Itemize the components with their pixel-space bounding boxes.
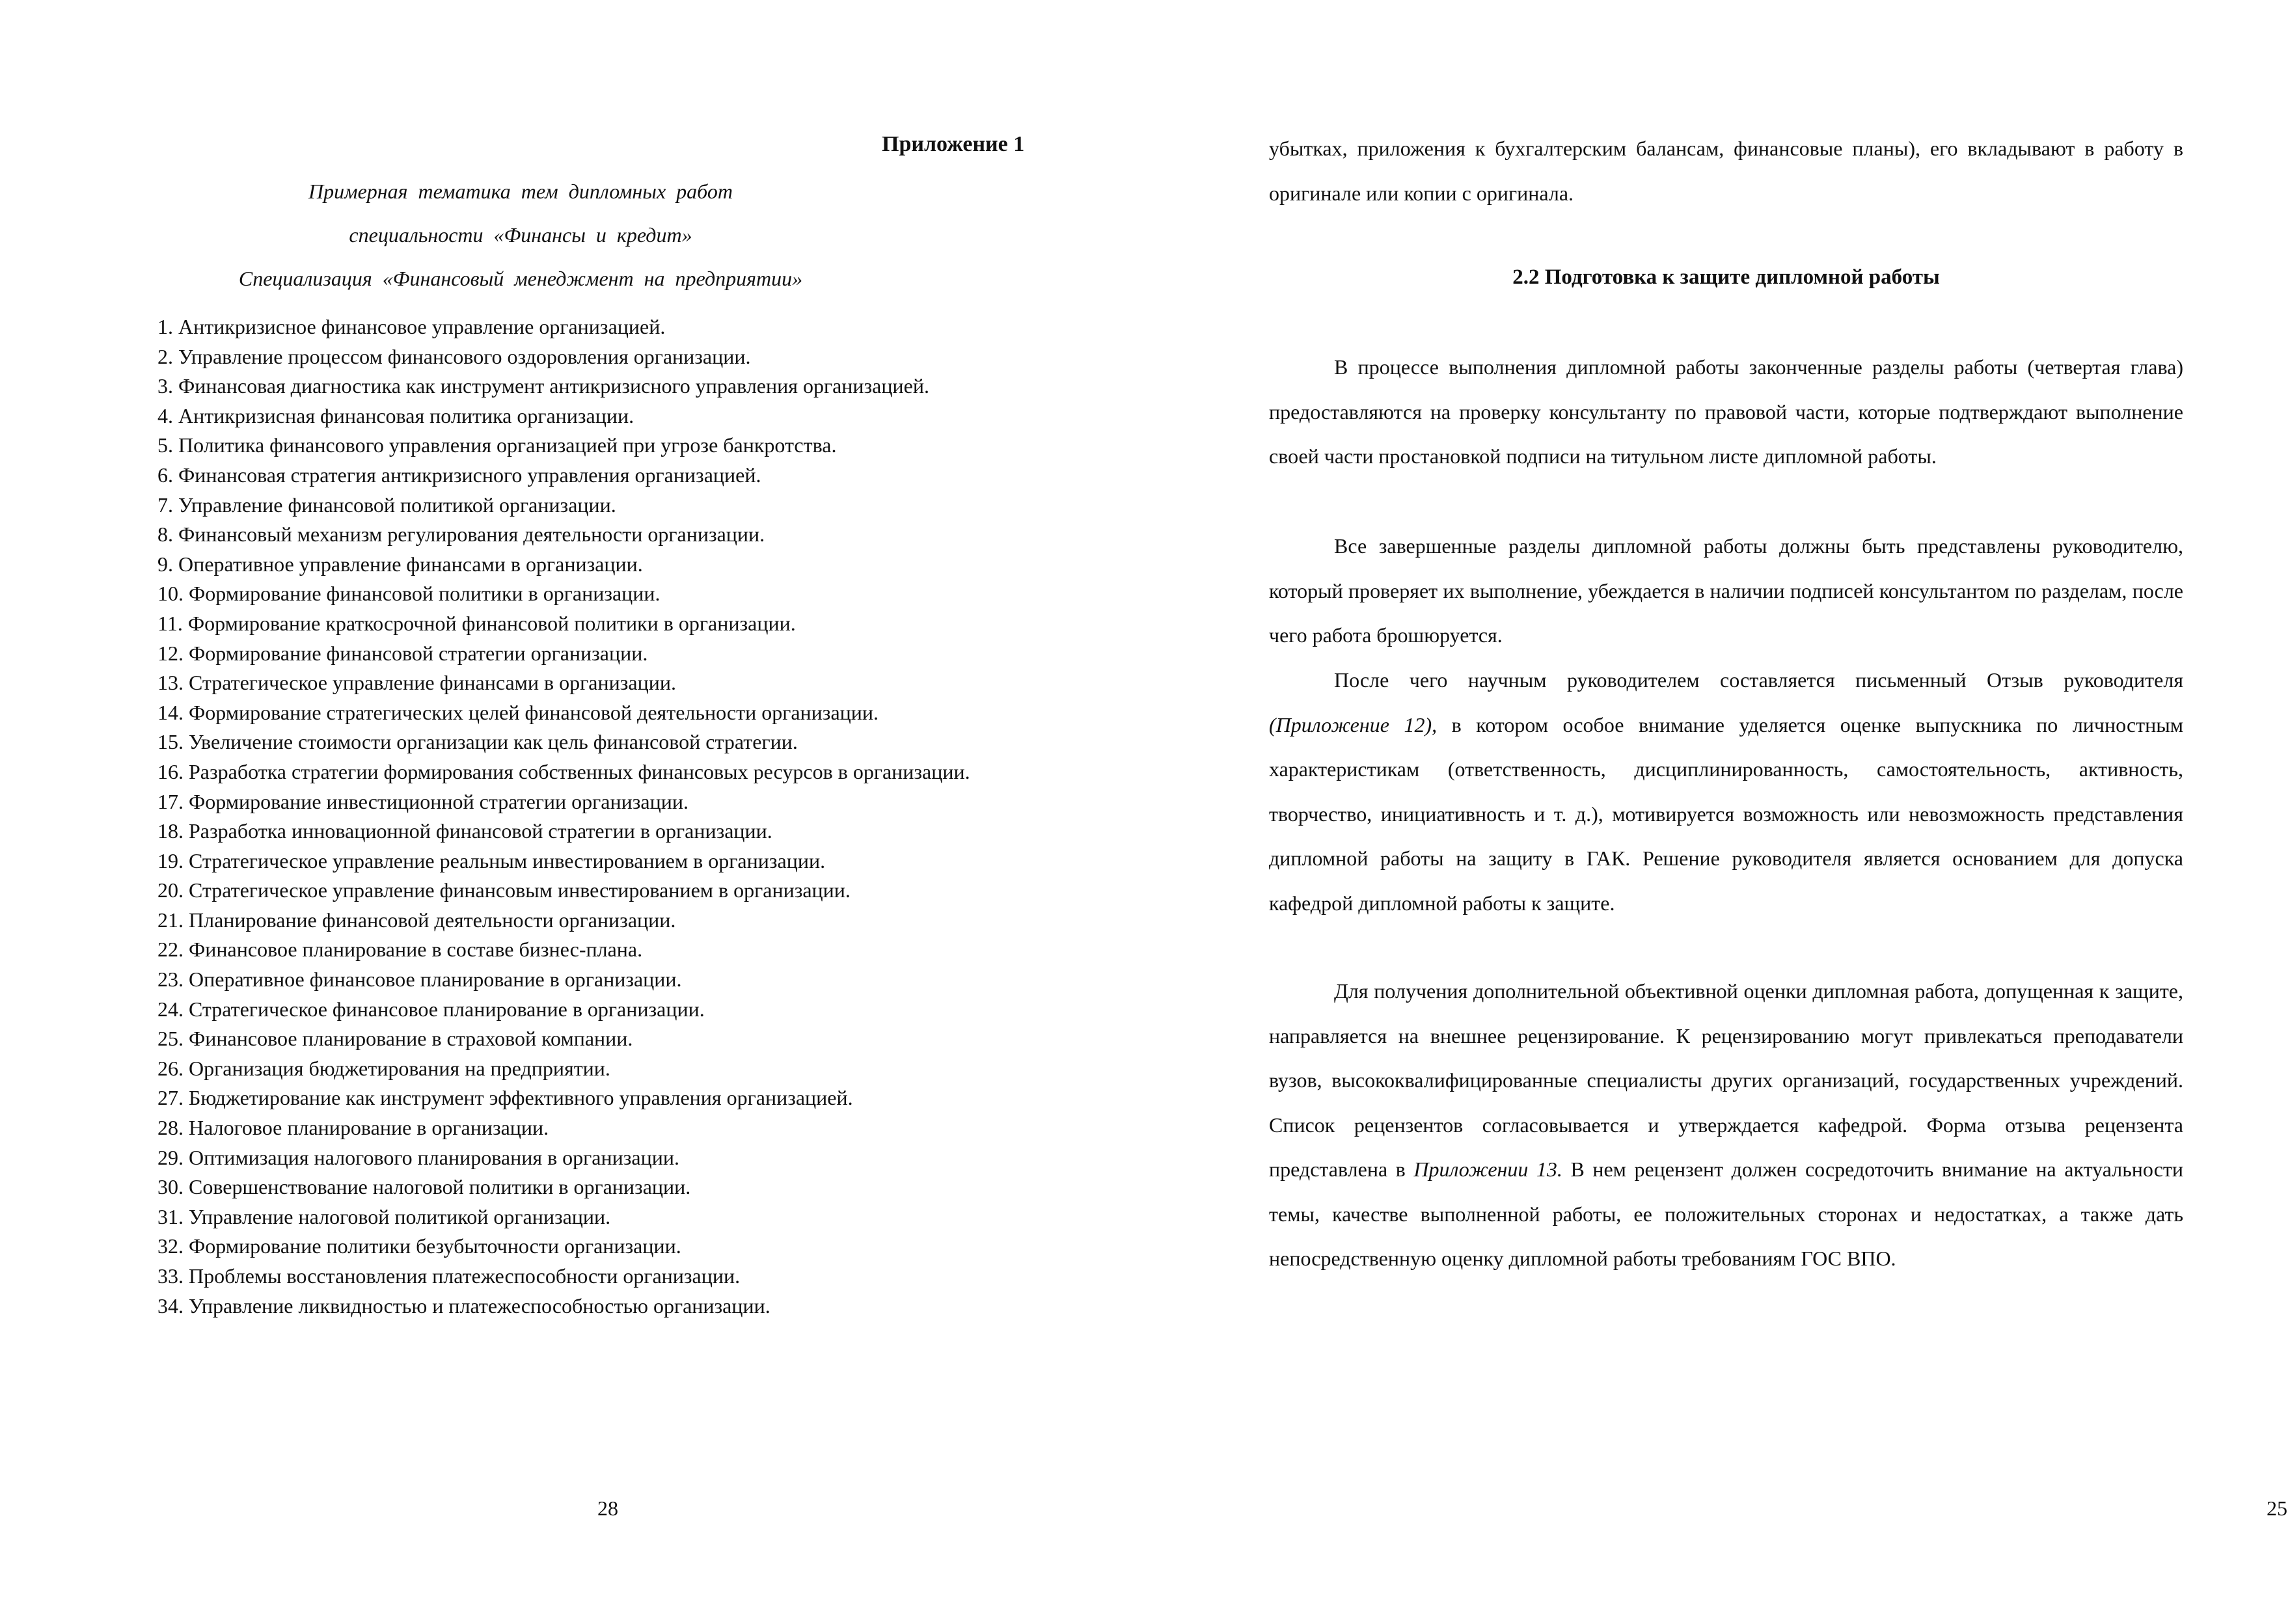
list-item: 20. Стратегическое управление финансовым инвестированием в организации. [157,878,851,902]
list-item: 23. Оперативное финансовое планирование в организации. [157,968,682,992]
paragraph-4 [1269,969,2183,1281]
list-item: 13. Стратегическое управление финансами в организации. [157,671,676,695]
list-item: 30. Совершенствование налоговой политики в организации. [157,1175,691,1199]
list-item: 26. Организация бюджетирования на предприятии. [157,1056,610,1080]
list-item: 24. Стратегическое финансовое планирование в организации. [157,997,705,1021]
list-item: 16. Разработка стратегии формирования собственных финансовых ресурсов в организации. [157,759,970,783]
topics-subtitle-1: Примерная тематика тем дипломных работ [308,180,733,203]
appendix-title: Приложение 1 [882,132,1025,156]
list-item: 5. Политика финансового управления организацией при угрозе банкротства. [157,433,837,457]
list-item: 17. Формирование инвестиционной стратегии организации. [157,789,688,813]
list-item: 2. Управление процессом финансового оздоровления организации. [157,344,751,368]
paragraph-4-text-a: Для получения дополнительной объективной оценки дипломная работа, допущенная к защите, направляется на внешнее рецензирование. К рецензированию могут привлекаться преподаватели вузов, высококвалифицированные специалисты других организаций, государственных учреждений. Список рецензентов согласовывается и утверждается кафедрой. Форма отзыва рецензента представлена в [1269,979,2183,1181]
topics-subtitle-3: Специализация «Финансовый менеджмент на предприятии» [238,267,803,290]
list-item: 34. Управление ликвидностью и платежеспособностью организации. [157,1293,770,1318]
list-item: 31. Управление налоговой политикой организации. [157,1204,611,1228]
paragraph-4-text-b: В нем рецензент должен сосредоточить внимание на актуальности темы, качестве выполненной работы, ее положительных сторонах и недостатках, а также дать непосредственную оценку дипломной работы требованиям ГОС ВПО. [1269,1157,2184,1270]
paragraph-2: Все завершенные разделы дипломной работы должны быть представлены руководителю, который проверяет их выполнение, убеждается в наличии подписей консультантом по разделам, после чего работа брошюруется. [1269,534,2183,647]
list-item: 10. Формирование финансовой политики в организации. [157,582,661,606]
page-number-right: 25 [2267,1496,2287,1520]
paragraph-3-text-b: в котором особое внимание уделяется оценке выпускника по личностным характеристикам (ответственность, дисциплинированность, самостоятельность, активность, творчество, инициативность и т. д.), мотивируется возможность или невозможность представления дипломной работы на защиту в ГАК. Решение руководителя является основанием для допуска кафедрой дипломной работы к защите. [1269,712,2183,915]
list-item: 11. Формирование краткосрочной финансовой политики в организации. [157,611,796,635]
list-item: 8. Финансовый механизм регулирования деятельности организации. [157,522,765,547]
appendix-13-reference: Приложении 13. [1413,1157,1562,1181]
list-item: 25. Финансовое планирование в страховой компании. [157,1027,633,1051]
list-item: 3. Финансовая диагностика как инструмент антикризисного управления организацией. [157,374,929,398]
list-item: 4. Антикризисная финансовая политика организации. [157,403,634,427]
appendix-12-reference: (Приложение 12), [1269,712,1438,737]
list-item: 21. Планирование финансовой деятельности организации. [157,908,676,932]
paragraph-1: В процессе выполнения дипломной работы законченные разделы работы (четвертая глава) предоставляются на проверку консультанту по правовой части, которые подтверждают выполнение своей части простановкой подписи на титульном листе дипломной работы. [1269,355,2183,468]
continuation-paragraph: убытках, приложения к бухгалтерским балансам, финансовые планы), его вкладывают в работу в оригинале или копии с оригинала. [1269,137,2183,205]
list-item: 18. Разработка инновационной финансовой стратегии в организации. [157,819,772,843]
paragraph-3 [1269,658,2183,925]
list-item: 19. Стратегическое управление реальным инвестированием в организации. [157,848,826,873]
list-item: 29. Оптимизация налогового планирования в организации. [157,1145,679,1169]
list-item: 1. Антикризисное финансовое управление организацией. [157,315,666,338]
list-item: 33. Проблемы восстановления платежеспособности организации. [157,1264,741,1288]
list-item: 22. Финансовое планирование в составе бизнес-плана. [157,938,643,962]
list-item: 28. Налоговое планирование в организации. [157,1116,549,1140]
list-item: 14. Формирование стратегических целей финансовой деятельности организации. [157,700,879,724]
list-item: 15. Увеличение стоимости организации как цель финансовой стратегии. [157,730,798,754]
list-item: 27. Бюджетирование как инструмент эффективного управления организацией. [157,1086,853,1110]
section-heading: 2.2 Подготовка к защите дипломной работы [1512,265,1940,289]
list-item: 12. Формирование финансовой стратегии организации. [157,641,648,665]
right-page [1145,0,2290,1624]
paragraph-3-text-a: После чего научным руководителем составляется письменный Отзыв руководителя [1334,668,2183,692]
list-item: 6. Финансовая стратегия антикризисного управления организацией. [157,463,761,487]
page-number-left: 28 [597,1496,618,1520]
topics-subtitle-2: специальности «Финансы и кредит» [349,223,692,247]
list-item: 32. Формирование политики безубыточности организации. [157,1234,681,1258]
topic-list [157,312,1054,1321]
list-item: 7. Управление финансовой политикой организации. [157,493,616,517]
list-item: 9. Оперативное управление финансами в организации. [157,552,643,576]
